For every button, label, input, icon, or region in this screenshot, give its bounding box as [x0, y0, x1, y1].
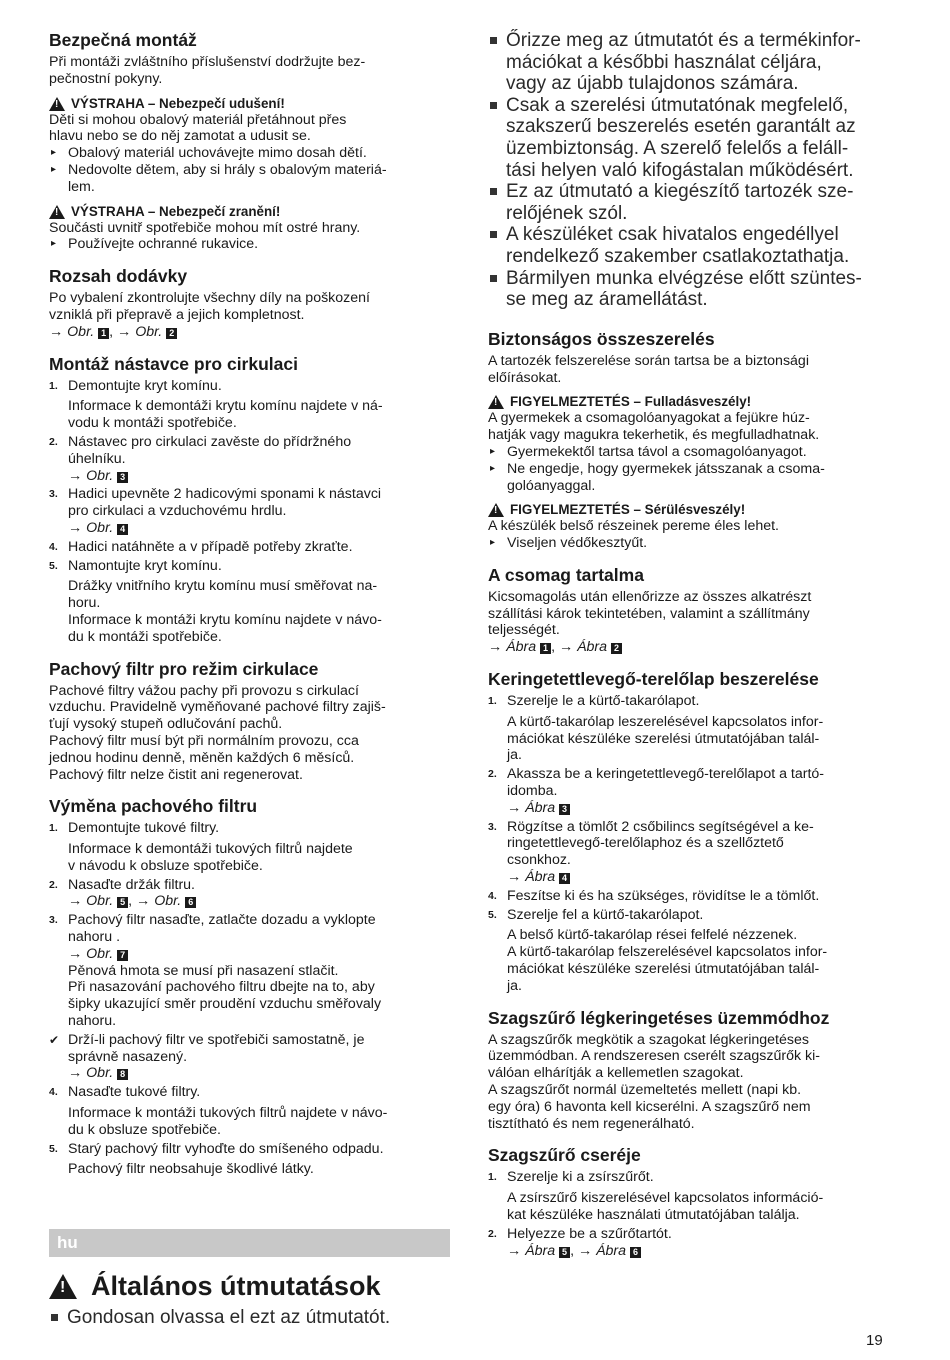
step-note: Informace k demontáži krytu komínu najdete v ná- vodu k montáži spotřebiče. [68, 398, 383, 432]
step-3: 3. Pachový filtr nasaďte, zatlačte dozadu a vyklopte nahoru . → Obr. 7 Pěnová hmota se musí při nasazení stlačit. Při nasazování pachového filtru dbejte na to, aby šipky ukazující směr proudění vzduchu směřovaly nahoru. [49, 912, 382, 1030]
section-title: Szagszűrő légkeringetéses üzemmódhoz [488, 1007, 830, 1028]
step-4: 4. Nasaďte tukové filtry. [49, 1084, 201, 1101]
bullet-item: ▸ Viseljen védőkesztyűt. [490, 535, 648, 552]
section-scope-of-delivery-cs [49, 266, 449, 340]
warning-heading [49, 96, 449, 112]
warning-heading [488, 394, 890, 410]
step-note: Drážky vnitřního krytu komínu musí směřovat na- horu. Informace k montáži krytu komínu najdete v návo- du k montáži spotřebiče. [68, 578, 382, 645]
arrow-bullet-icon: ▸ [490, 537, 496, 549]
bullet-item: Ez az útmutató a kiegészítő tartozék sze- relőjének szól. [488, 181, 890, 224]
step-note: A belső kürtő-takarólap rései felfelé nézzenek. A kürtő-takarólap felszerelésével kapcsolatos infor- mációkat készüléke szerelési útmutatójában talál- ja. [507, 927, 828, 994]
step-note: A kürtő-takarólap leszerelésével kapcsolatos infor- mációkat készüléke szerelési útmutatójában talál- ja. [507, 713, 824, 764]
page-number: 19 [866, 1332, 883, 1349]
square-bullet-icon [488, 30, 506, 95]
bullet-item: A készüléket csak hivatalos engedéllyel rendelkező szakember csatlakoztathatja. [488, 224, 890, 267]
step-3: 3. Hadici upevněte 2 hadicovými sponami k nástavci pro cirkulaci a vzduchovému hrdlu. → Obr. 4 [49, 486, 382, 536]
chapter-title: ! Általános útmutatások [49, 1268, 450, 1304]
section-title: Výměna pachového filtru [49, 796, 258, 817]
square-bullet-icon [488, 268, 506, 311]
warning-heading [49, 204, 449, 220]
section-safe-assembly-cs [49, 30, 449, 253]
warning-text: VÝSTRAHA – Nebezpečí zranění! [71, 203, 281, 219]
warning-icon [49, 97, 65, 111]
text-line: előírásokat. [488, 369, 562, 386]
step-4: 4. Hadici natáhněte a v případě potřeby zkraťte. [49, 538, 353, 555]
section-circulation-mount-cs [49, 354, 449, 646]
general-instructions-continued [488, 30, 890, 311]
figure-reference: → Obr. 1 , → Obr. 2 [49, 324, 449, 341]
text-line: Pachový filtr nelze čistit ani regenerovat. [49, 766, 303, 783]
text-line: Součásti uvnitř spotřebiče mohou mít ostré hrany. [49, 219, 361, 236]
text-line: A gyermekek a csomagolóanyagokat a fejükre húz- [488, 410, 810, 427]
warning-icon [488, 503, 504, 517]
text-line: Kicsomagolás után ellenőrizze az összes alkatrészt [488, 588, 812, 605]
arrow-bullet-icon: ▸ [51, 163, 57, 175]
bullet-item: Csak a szerelési útmutatónak megfelelő, szakszerű beszerelés esetén garantált az üzembiztonság. A szerelő felelős a feláll- tási helyen való kifogástalan működésért. [488, 95, 890, 181]
square-bullet-icon [488, 95, 506, 181]
section-title: Montáž nástavce pro cirkulaci [49, 353, 298, 374]
warning-text: VÝSTRAHA – Nebezpečí udušení! [71, 95, 285, 111]
section-title: Rozsah dodávky [49, 266, 188, 287]
language-code: hu [57, 1233, 78, 1252]
step-note: Pachový filtr neobsahuje škodlivé látky. [68, 1161, 314, 1178]
step-note: A zsírszűrő kiszerelésével kapcsolatos információ- kat készüléke használati útmutatójában találja. [507, 1190, 824, 1223]
square-bullet-icon [49, 1307, 67, 1329]
text-line: üzemmódban. A rendszeresen cserélt szagszűrők ki- [488, 1048, 820, 1065]
step-1: 1. Szerelje ki a zsírszűrőt. [488, 1169, 654, 1186]
bullet-item [49, 236, 449, 253]
step-4: 4. Feszítse ki és ha szükséges, rövidítse le a tömlőt. [488, 887, 820, 904]
section-title: Bezpečná montáž [49, 30, 197, 50]
text-line: szállítási károk tekintetében, valamint a szállítmány [488, 605, 810, 622]
text-line: A szagszűrőt normál üzemeltetés mellett (napi kb. [488, 1082, 802, 1099]
text-line: A tartozék felszerelése során tartsa be a biztonsági [488, 352, 809, 369]
text-line: vzniklá při přepravě a jejich kompletnost. [49, 306, 305, 323]
text-line: Při montáži zvláštního příslušenství dodržujte bez- [49, 54, 366, 70]
bullet-item: ▸ Ne engedje, hogy gyermekek játsszanak a csoma- golóanyaggal. [490, 460, 825, 494]
section-title: Pachový filtr pro režim cirkulace [49, 658, 319, 679]
section-title: Keringetettlevegő-terelőlap beszerelése [488, 669, 819, 690]
square-bullet-icon [488, 181, 506, 224]
bullet-item: ▸ Gyermekektől tartsa távol a csomagolóanyagot. [490, 443, 807, 460]
text-line: ťují vysoký stupeň odlučování pachů. [49, 716, 283, 733]
section-general-instructions [49, 1268, 450, 1329]
arrow-bullet-icon: ▸ [51, 238, 57, 250]
figure-reference: → Ábra 1 , → Ábra 2 [488, 639, 890, 656]
step-1: 1. Demontujte tukové filtry. [49, 820, 220, 837]
step-3: 3. Rögzítse a tömlőt 2 csőbilincs segítségével a ke- ringetettlevegő-terelőlaphoz és a szellőztető csonkhoz. → Ábra 4 [488, 818, 814, 886]
section-filter-replacement-cs [49, 796, 449, 1178]
text-line: teljességét. [488, 622, 560, 639]
step-2: 2. Nasaďte držák filtru. → Obr. 5 , → Obr. 6 [49, 876, 195, 910]
warning-icon [488, 395, 504, 409]
text-line: egy óra) 6 havonta kell kicserélni. A szagszűrő nem [488, 1098, 811, 1115]
section-title: Biztonságos összeszerelés [488, 328, 715, 349]
left-column [49, 30, 449, 1191]
step-note: Informace k demontáži tukových filtrů najdete v návodu k obsluze spotřebiče. [68, 841, 353, 874]
check-result: ✔ Drží-li pachový filtr ve spotřebiči samostatně, je správně nasazený. → Obr. 8 [49, 1031, 365, 1082]
bullet-text: Nedovolte dětem, aby si hrály s obalovým materiá- lem. [68, 161, 387, 195]
text-line: Po vybalení zkontrolujte všechny díly na poškození [49, 290, 370, 307]
bullet-item: Őrizze meg az útmutatót és a termékinfor- mációkat a későbbi használat céljára, vagy az újabb tulajdonos számára. [488, 30, 890, 95]
bullet-text: Používejte ochranné rukavice. [68, 236, 259, 253]
text-line: pečnostní pokyny. [49, 70, 163, 87]
arrow-bullet-icon: ▸ [490, 462, 496, 474]
arrow-bullet-icon: ▸ [490, 445, 496, 457]
arrow-bullet-icon: ▸ [51, 147, 57, 159]
language-tab-bar [49, 1229, 450, 1257]
step-2: 2. Nástavec pro cirkulaci zavěste do přídržného úhelníku. → Obr. 3 [49, 433, 352, 484]
bullet-item: Gondosan olvassa el ezt az útmutatót. [49, 1307, 450, 1329]
section-odour-filter-hu [488, 1008, 890, 1133]
warning-icon [49, 205, 65, 219]
text-line: A szagszűrők megkötik a szagokat légkeringetéses [488, 1031, 809, 1048]
step-2: 2. Helyezze be a szűrőtartót. → Ábra 5 , → Ábra 6 [488, 1225, 672, 1259]
section-title: Szagszűrő cseréje [488, 1145, 641, 1166]
bullet-item [49, 162, 449, 196]
text-line: Pachový filtr musí být při normálním provozu, cca [49, 732, 359, 749]
section-package-contents-hu [488, 565, 890, 656]
text-line: Děti si mohou obalový materiál přetáhnout přes [49, 111, 347, 128]
text-line: válóan elhárítják a kellemetlen szagokat. [488, 1065, 744, 1082]
warning-text: FIGYELMEZTETÉS – Fulladásveszély! [510, 394, 752, 410]
text-line: vzduchu. Pravidelně vyměňované pachové filtry zajiš- [49, 699, 386, 716]
warning-icon [49, 1274, 77, 1299]
text-line: hatják vagy magukra tekerhetik, és megfulladhatnak. [488, 427, 820, 444]
warning-heading [488, 502, 890, 518]
text-line: hlavu nebo se do něj zamotat a udusit se. [49, 128, 311, 145]
section-odour-filter-cs [49, 659, 449, 784]
step-note: Informace k montáži tukových filtrů najdete v návo- du k obsluze spotřebiče. [68, 1105, 388, 1138]
step-1: 1. Demontujte kryt komínu. [49, 377, 222, 394]
bullet-text: Obalový materiál uchovávejte mimo dosah dětí. [68, 145, 367, 162]
section-title: A csomag tartalma [488, 564, 644, 585]
step-5: 5. Szerelje fel a kürtő-takarólapot. [488, 906, 704, 923]
bullet-item: Bármilyen munka elvégzése előtt szüntes- se meg az áramellátást. [488, 268, 890, 311]
step-5: 5. Namontujte kryt komínu. [49, 557, 222, 574]
step-5: 5. Starý pachový filtr vyhoďte do smíšeného odpadu. [49, 1140, 384, 1157]
section-deflector-install-hu [488, 669, 890, 995]
square-bullet-icon [488, 224, 506, 267]
text-line: tisztítható és nem regenerálható. [488, 1115, 695, 1132]
right-column [488, 30, 890, 1272]
section-safe-assembly-hu [488, 329, 890, 552]
step-1: 1. Szerelje le a kürtő-takarólapot. [488, 693, 700, 710]
bullet-item [49, 145, 449, 162]
section-filter-replacement-hu [488, 1145, 890, 1259]
text-line: jednou hodinu denně, měněn každých 6 měsíců. [49, 749, 355, 766]
check-icon: ✔ [49, 1032, 60, 1047]
text-line: Pachové filtry vážou pachy při provozu s cirkulací [49, 682, 359, 699]
text-line: A készülék belső részeinek pereme éles lehet. [488, 518, 780, 535]
warning-text: FIGYELMEZTETÉS – Sérülésveszély! [510, 502, 746, 518]
step-2: 2. Akassza be a keringetettlevegő-terelőlapot a tartó- idomba. → Ábra 3 [488, 766, 825, 816]
